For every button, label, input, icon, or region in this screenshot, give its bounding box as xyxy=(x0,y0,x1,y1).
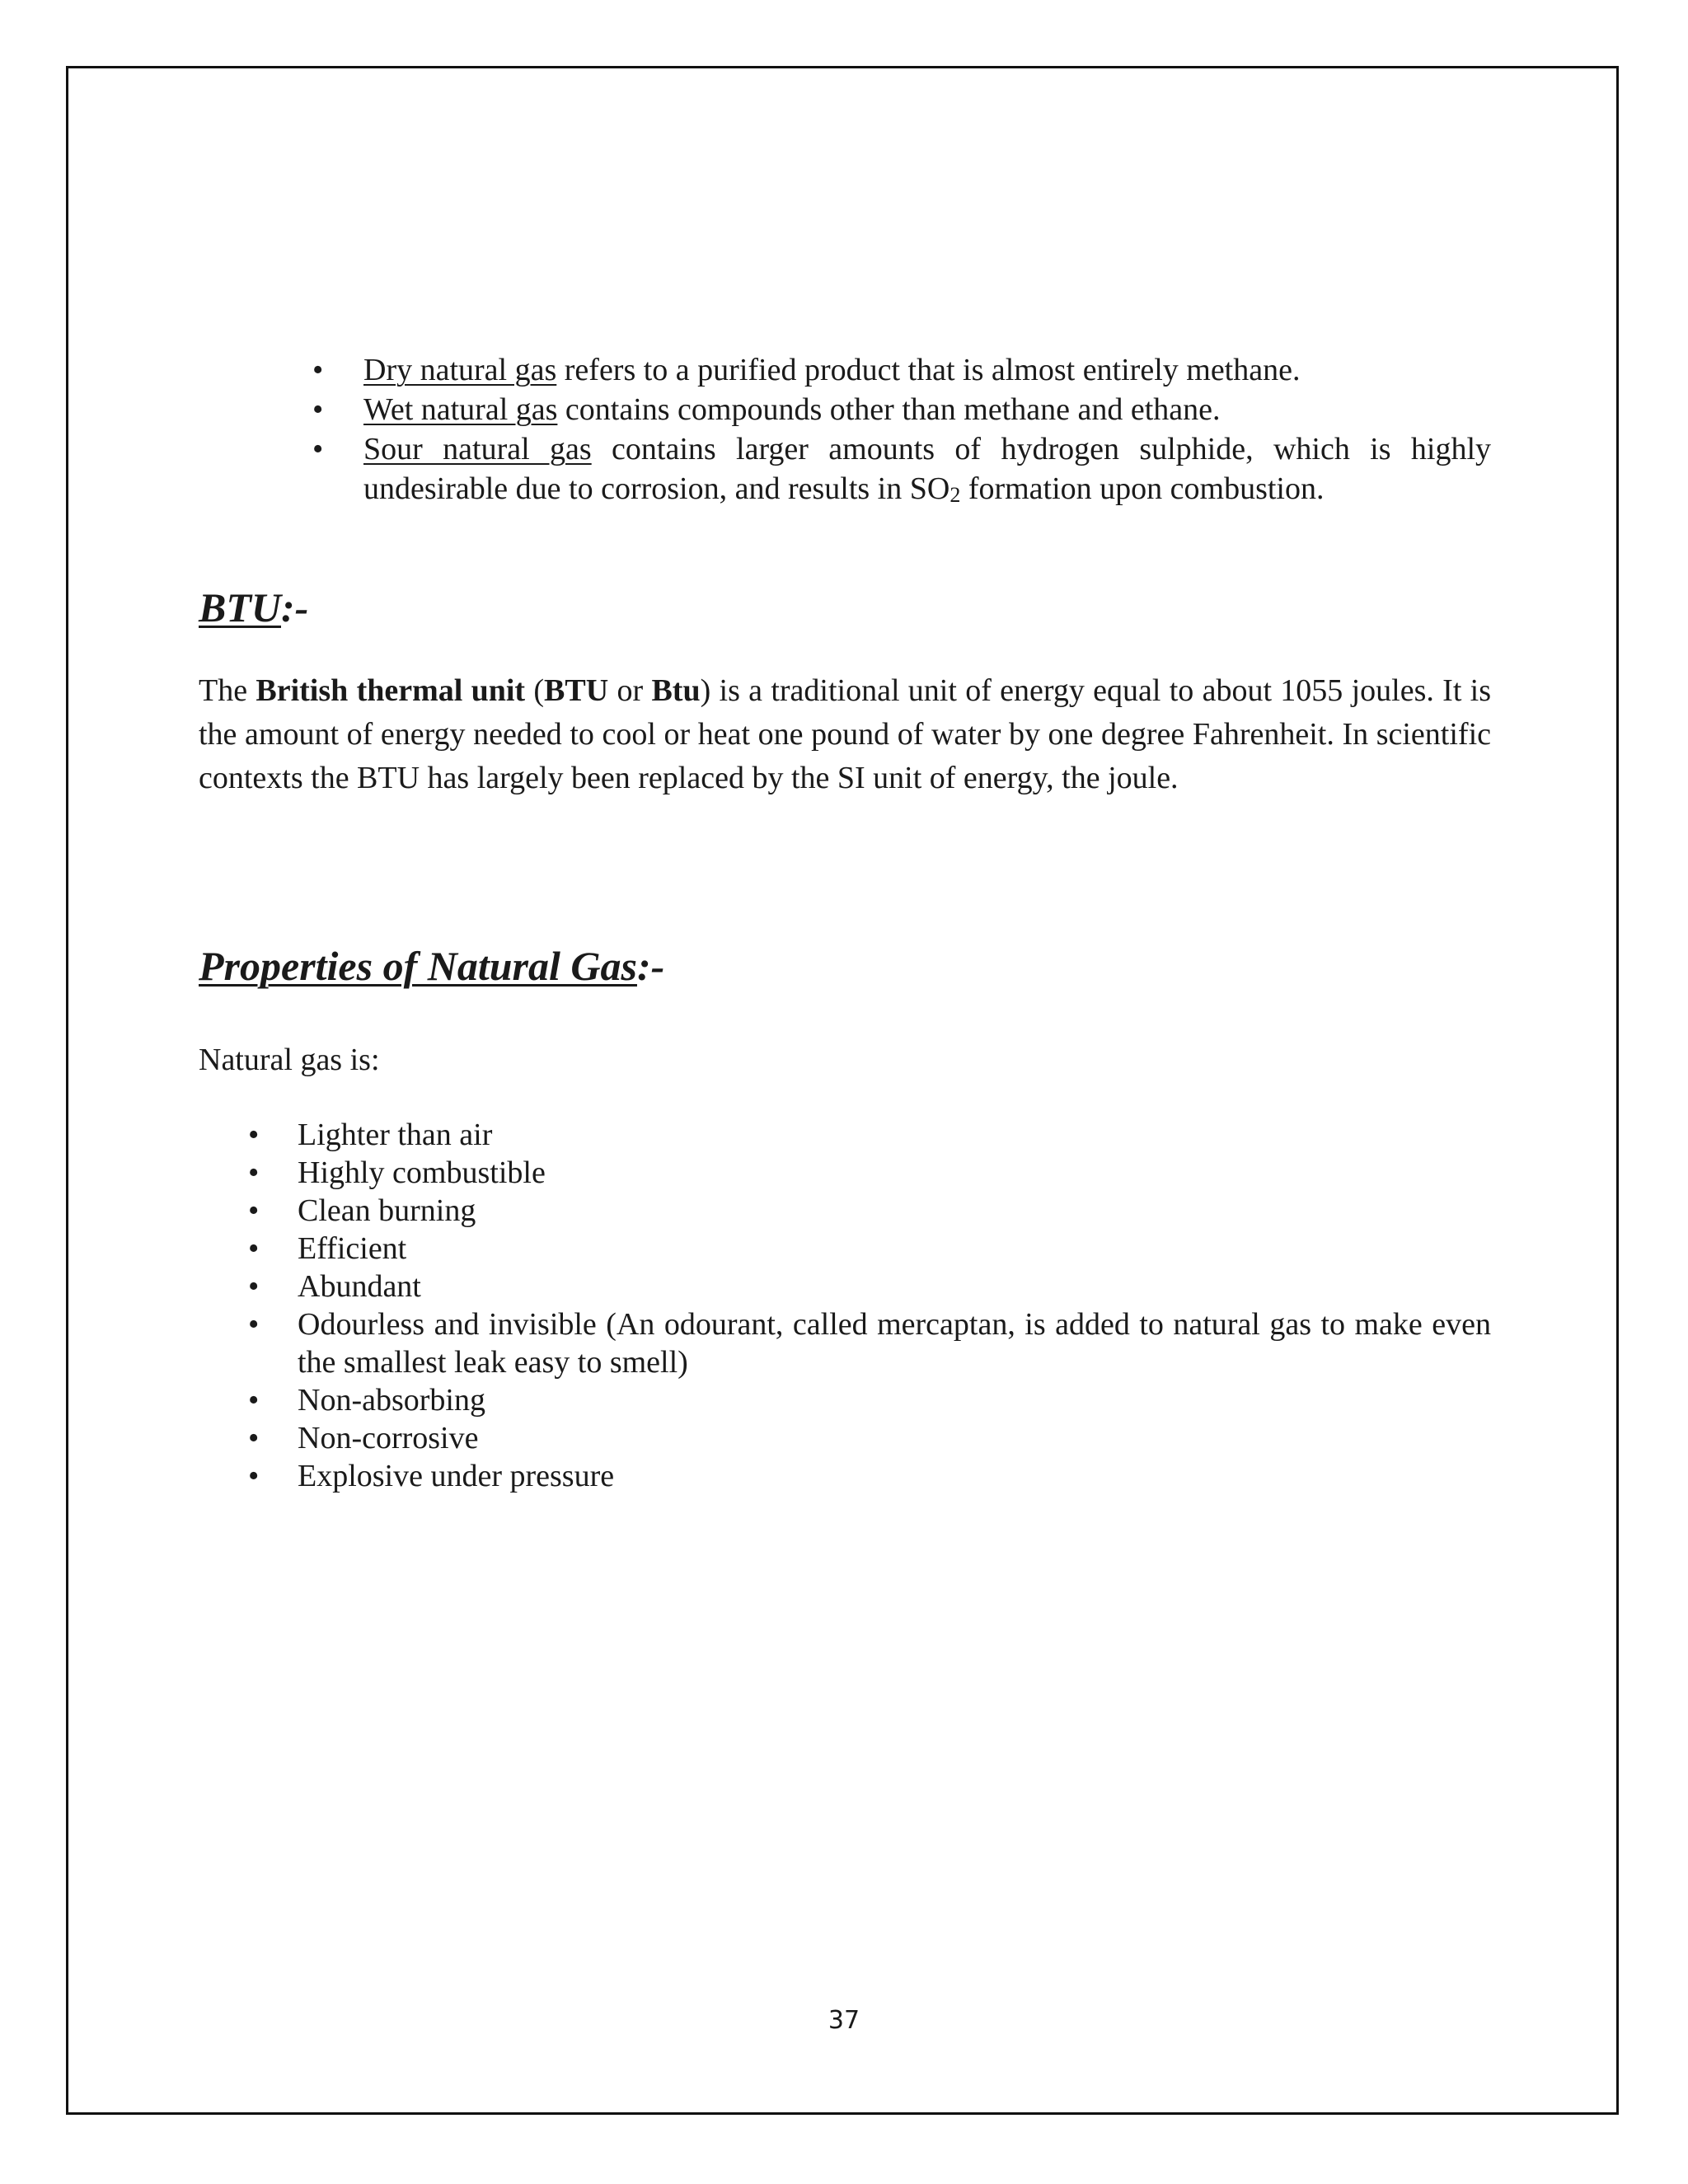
list-item-text: Highly combustible xyxy=(298,1155,546,1190)
list-item-text: Odourless and invisible (An odourant, called mercaptan, is added to natural gas to make even the smallest leak easy to smell) xyxy=(298,1307,1491,1380)
list-item xyxy=(199,1192,1491,1230)
properties-heading-text: Properties of Natural Gas xyxy=(199,943,637,989)
list-item xyxy=(199,1305,1491,1381)
bullet-icon: • xyxy=(248,1383,260,1418)
list-item-text: Explosive under pressure xyxy=(298,1459,615,1493)
bullet-icon: • xyxy=(248,1307,260,1342)
bullet-icon: • xyxy=(248,1155,260,1190)
btu-bold-term: British thermal unit xyxy=(256,673,526,708)
btu-heading-suffix: :- xyxy=(281,584,309,630)
list-item-text: refers to a purified product that is almost entirely methane. xyxy=(556,353,1301,387)
list-item-text: contains compounds other than methane and ethane. xyxy=(557,392,1221,427)
list-item-text: Lighter than air xyxy=(298,1118,493,1152)
bullet-icon: • xyxy=(248,1118,260,1152)
btu-text: ) is a traditional unit of energy equal to about 1055 joules. It is the amount of energy needed to cool or heat one pound of water by one degree Fahrenheit. In scientific contexts the BTU has largely been replaced by the SI unit of energy, the joule. xyxy=(199,673,1492,795)
list-item xyxy=(199,1116,1491,1154)
list-item xyxy=(199,1381,1491,1419)
btu-text: ( xyxy=(525,673,545,708)
btu-bold-abbrev-alt: Btu xyxy=(651,673,701,708)
btu-heading xyxy=(199,583,308,631)
list-item-text-after: formation upon combustion. xyxy=(960,471,1325,506)
properties-list xyxy=(199,1116,1491,1495)
btu-heading-text: BTU xyxy=(199,584,281,630)
list-item xyxy=(199,1230,1491,1268)
list-item xyxy=(199,429,1491,515)
list-item xyxy=(199,1457,1491,1495)
bullet-icon: • xyxy=(248,1269,260,1304)
list-item xyxy=(199,350,1491,390)
list-item xyxy=(199,1154,1491,1192)
page-number: 37 xyxy=(828,2006,860,2035)
list-item-text: Non-corrosive xyxy=(298,1421,479,1455)
bullet-icon: • xyxy=(248,1459,260,1493)
bullet-icon: • xyxy=(248,1231,260,1266)
term-wet-natural-gas: Wet natural gas xyxy=(363,392,558,427)
btu-paragraph xyxy=(199,669,1491,800)
bullet-icon: • xyxy=(312,392,324,427)
gas-types-list xyxy=(199,350,1491,515)
list-item-text: Abundant xyxy=(298,1269,421,1304)
list-item-text: Efficient xyxy=(298,1231,407,1266)
bullet-icon: • xyxy=(248,1421,260,1455)
term-sour-natural-gas: Sour natural gas xyxy=(363,432,592,466)
bullet-icon: • xyxy=(312,353,324,387)
list-item xyxy=(199,1419,1491,1457)
properties-intro: Natural gas is: xyxy=(199,1043,380,1077)
bullet-icon: • xyxy=(312,432,324,466)
subscript: 2 xyxy=(950,483,961,507)
bullet-icon: • xyxy=(248,1193,260,1228)
list-item-text: contains larger amounts of hydrogen sulphide, which is highly undesirable due to corrosion, and results in SO xyxy=(363,432,1491,506)
list-item xyxy=(199,390,1491,429)
btu-text: or xyxy=(608,673,652,708)
list-item xyxy=(199,1268,1491,1305)
properties-heading xyxy=(199,942,664,990)
list-item-text: Non-absorbing xyxy=(298,1383,485,1418)
term-dry-natural-gas: Dry natural gas xyxy=(363,353,557,387)
properties-heading-suffix: :- xyxy=(636,943,665,989)
btu-text: The xyxy=(199,673,256,708)
btu-bold-abbrev: BTU xyxy=(544,673,609,708)
list-item-text: Clean burning xyxy=(298,1193,476,1228)
